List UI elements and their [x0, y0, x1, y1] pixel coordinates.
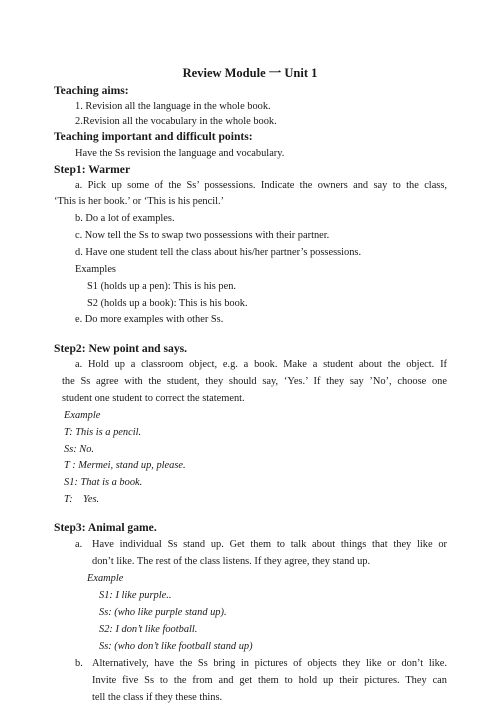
- example-line: S1 (holds up a pen): This is his pen.: [87, 281, 237, 292]
- example-label: Example: [87, 573, 124, 584]
- example-line: S2 (holds up a book): This is his book.: [87, 298, 248, 309]
- step3-item-a: Have individual Ss stand up. Get them to talk about things that they like or: [92, 539, 447, 550]
- dialogue-line: S2: I don’t like football.: [99, 624, 198, 635]
- step2-item-a-cont: student one student to correct the statement.: [62, 393, 245, 404]
- step1-item-b: b. Do a lot of examples.: [75, 213, 175, 224]
- step1-heading: Step1: Warmer: [54, 163, 131, 176]
- aims-item: 1. Revision all the language in the whole book.: [75, 101, 271, 112]
- step2-heading: Step2: New point and says.: [54, 342, 188, 355]
- step3-item-a-cont: don’t like. The rest of the class listens. If they agree, they stand up.: [92, 556, 371, 567]
- step2-item-a: a. Hold up a classroom object, e.g. a book. Make a student about the object. If: [75, 359, 447, 370]
- points-text: Have the Ss revision the language and vocabulary.: [75, 148, 285, 159]
- step1-item-a-cont: ‘This is her book.’ or ‘This is his pencil.’: [54, 196, 225, 207]
- step3-item-b-cont: tell the class if they these thins.: [92, 692, 223, 703]
- page-title: Review Module 一 Unit 1: [182, 66, 318, 80]
- aims-heading: Teaching aims:: [54, 84, 129, 97]
- aims-item: 2.Revision all the vocabulary in the whole book.: [75, 116, 277, 127]
- step1-item-d: d. Have one student tell the class about his/her partner’s possessions.: [75, 247, 362, 258]
- dialogue-line: S1: I like purple..: [99, 590, 172, 601]
- list-marker: a.: [75, 539, 83, 550]
- dialogue-line: Ss: No.: [64, 444, 95, 455]
- dialogue-line: T: Yes.: [64, 494, 100, 505]
- dialogue-line: S1: That is a book.: [64, 477, 143, 488]
- dialogue-line: Ss: (who don’t like football stand up): [99, 641, 253, 652]
- step2-item-a-cont: the Ss agree with the student, they should say, ‘Yes.’ If they say ’No’, choose one: [62, 376, 447, 387]
- example-label: Example: [64, 410, 101, 421]
- list-marker: b.: [75, 658, 83, 669]
- examples-label: Examples: [75, 264, 116, 275]
- dialogue-line: T: This is a pencil.: [64, 427, 142, 438]
- dialogue-line: T : Mermei, stand up, please.: [64, 460, 186, 471]
- step1-item-e: e. Do more examples with other Ss.: [75, 314, 224, 325]
- points-heading: Teaching important and difficult points:: [54, 130, 253, 143]
- step3-item-b-cont: Invite five Ss to the from and get them to hold up their pictures. They can: [92, 675, 447, 686]
- step1-item-c: c. Now tell the Ss to swap two possessions with their partner.: [75, 230, 330, 241]
- step1-item-a: a. Pick up some of the Ss’ possessions. Indicate the owners and say to the class,: [75, 180, 447, 191]
- step3-item-b: Alternatively, have the Ss bring in pictures of objects they like or don’t like.: [92, 658, 447, 669]
- dialogue-line: Ss: (who like purple stand up).: [99, 607, 227, 618]
- step3-heading: Step3: Animal game.: [54, 521, 157, 534]
